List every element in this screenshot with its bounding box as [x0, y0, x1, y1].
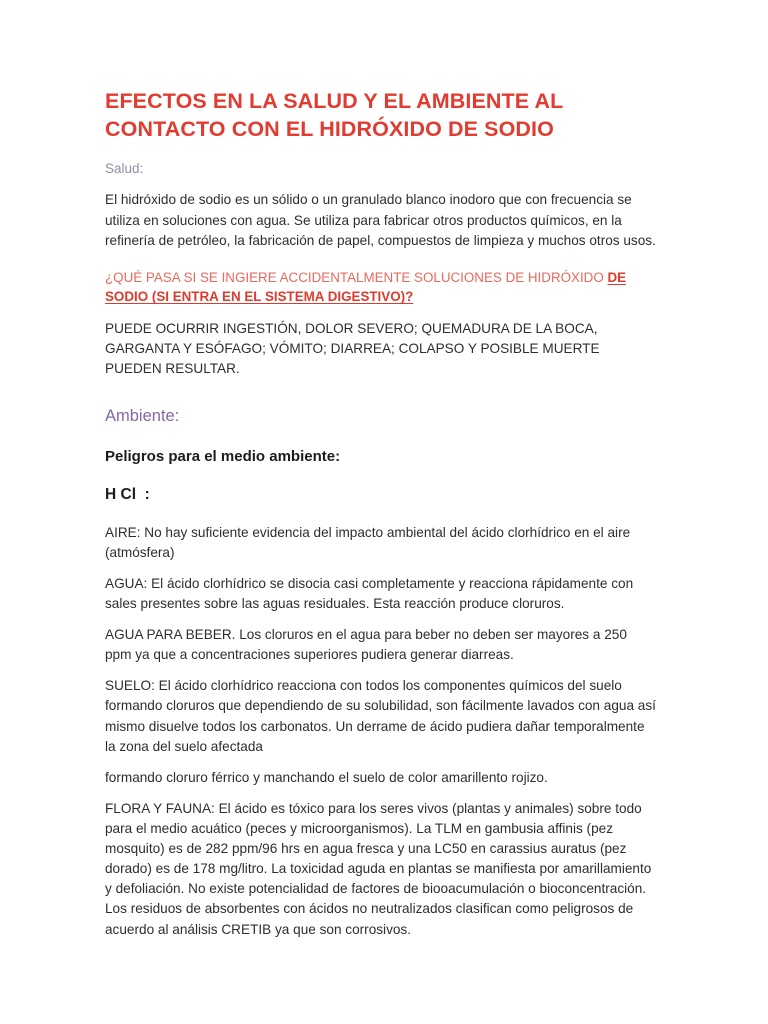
- ambiente-paragraph-list: [105, 523, 664, 940]
- question-heading-plain: ¿QUÉ PASA SI SE INGIERE ACCIDENTALMENTE SOLUCIONES DE HIDRÓXIDO: [105, 269, 608, 285]
- paragraph-agua: AGUA: El ácido clorhídrico se disocia casi completamente y reacciona rápidamente con sales presentes sobre las aguas residuales. Esta reacción produce cloruros.: [105, 575, 634, 612]
- paragraph-cloruro-ferrico: formando cloruro férrico y manchando el suelo de color amarillento rojizo.: [105, 769, 548, 785]
- paragraph-suelo: SUELO: El ácido clorhídrico reacciona con todos los componentes químicos del suelo formando cloruros que dependiendo de su solubilidad, son fácilmente lavados con agua así mismo disuelve todos los carbonatos. Un derrame de ácido pudiera dañar temporalmente la zona del suelo afectada: [105, 678, 656, 754]
- salud-section-label: Salud:: [105, 160, 144, 176]
- ingestion-answer-paragraph: PUEDE OCURRIR INGESTIÓN, DOLOR SEVERO; QUEMADURA DE LA BOCA, GARGANTA Y ESÓFAGO; VÓMITO; DIARREA; COLAPSO Y POSIBLE MUERTE PUEDEN RESULTAR.: [105, 320, 600, 377]
- ingestion-question-heading: [105, 268, 661, 307]
- ambiente-section-label: Ambiente:: [105, 406, 180, 425]
- paragraph-agua-para-beber: AGUA PARA BEBER. Los cloruros en el agua para beber no deben ser mayores a 250 ppm ya que a concentraciones superiores pudiera generar diarreas.: [105, 627, 627, 663]
- environmental-hazards-heading: Peligros para el medio ambiente:: [105, 448, 341, 466]
- page-title: EFECTOS EN LA SALUD Y EL AMBIENTE AL CONTACTO CON EL HIDRÓXIDO DE SODIO: [105, 89, 563, 141]
- paragraph-flora-y-fauna: FLORA Y FAUNA: El ácido es tóxico para los seres vivos (plantas y animales) sobre todo para el medio acuático (peces y microorganismos). La TLM en gambusia affinis (pez mosquito) es de 282 ppm/96 hrs en agua fresca y una LC50 en carassius auratus (pez dorado) es de 178 mg/litro. La toxicidad aguda en plantas se manifiesta por amarillamiento y defoliación. No existe potencialidad de factores de biooacumulación o bioconcentración. Los residuos de absorbentes con ácidos no neutralizados clasifican como peligrosos de acuerdo al análisis CRETIB ya que son corrosivos.: [105, 800, 652, 937]
- paragraph-aire: AIRE: No hay suficiente evidencia del impacto ambiental del ácido clorhídrico en el aire (atmósfera): [105, 524, 631, 560]
- hcl-formula-heading: H Cl :: [105, 485, 150, 503]
- salud-intro-paragraph: El hidróxido de sodio es un sólido o un granulado blanco inodoro que con frecuencia se utiliza en soluciones con agua. Se utiliza para fabricar otros productos químicos, en la refinería de petróleo, la fabricación de papel, compuestos de limpieza y muchos otros usos.: [105, 192, 656, 248]
- question-heading-emphasis: DE SODIO (SI ENTRA EN EL SISTEMA DIGESTIVO)?: [105, 269, 627, 305]
